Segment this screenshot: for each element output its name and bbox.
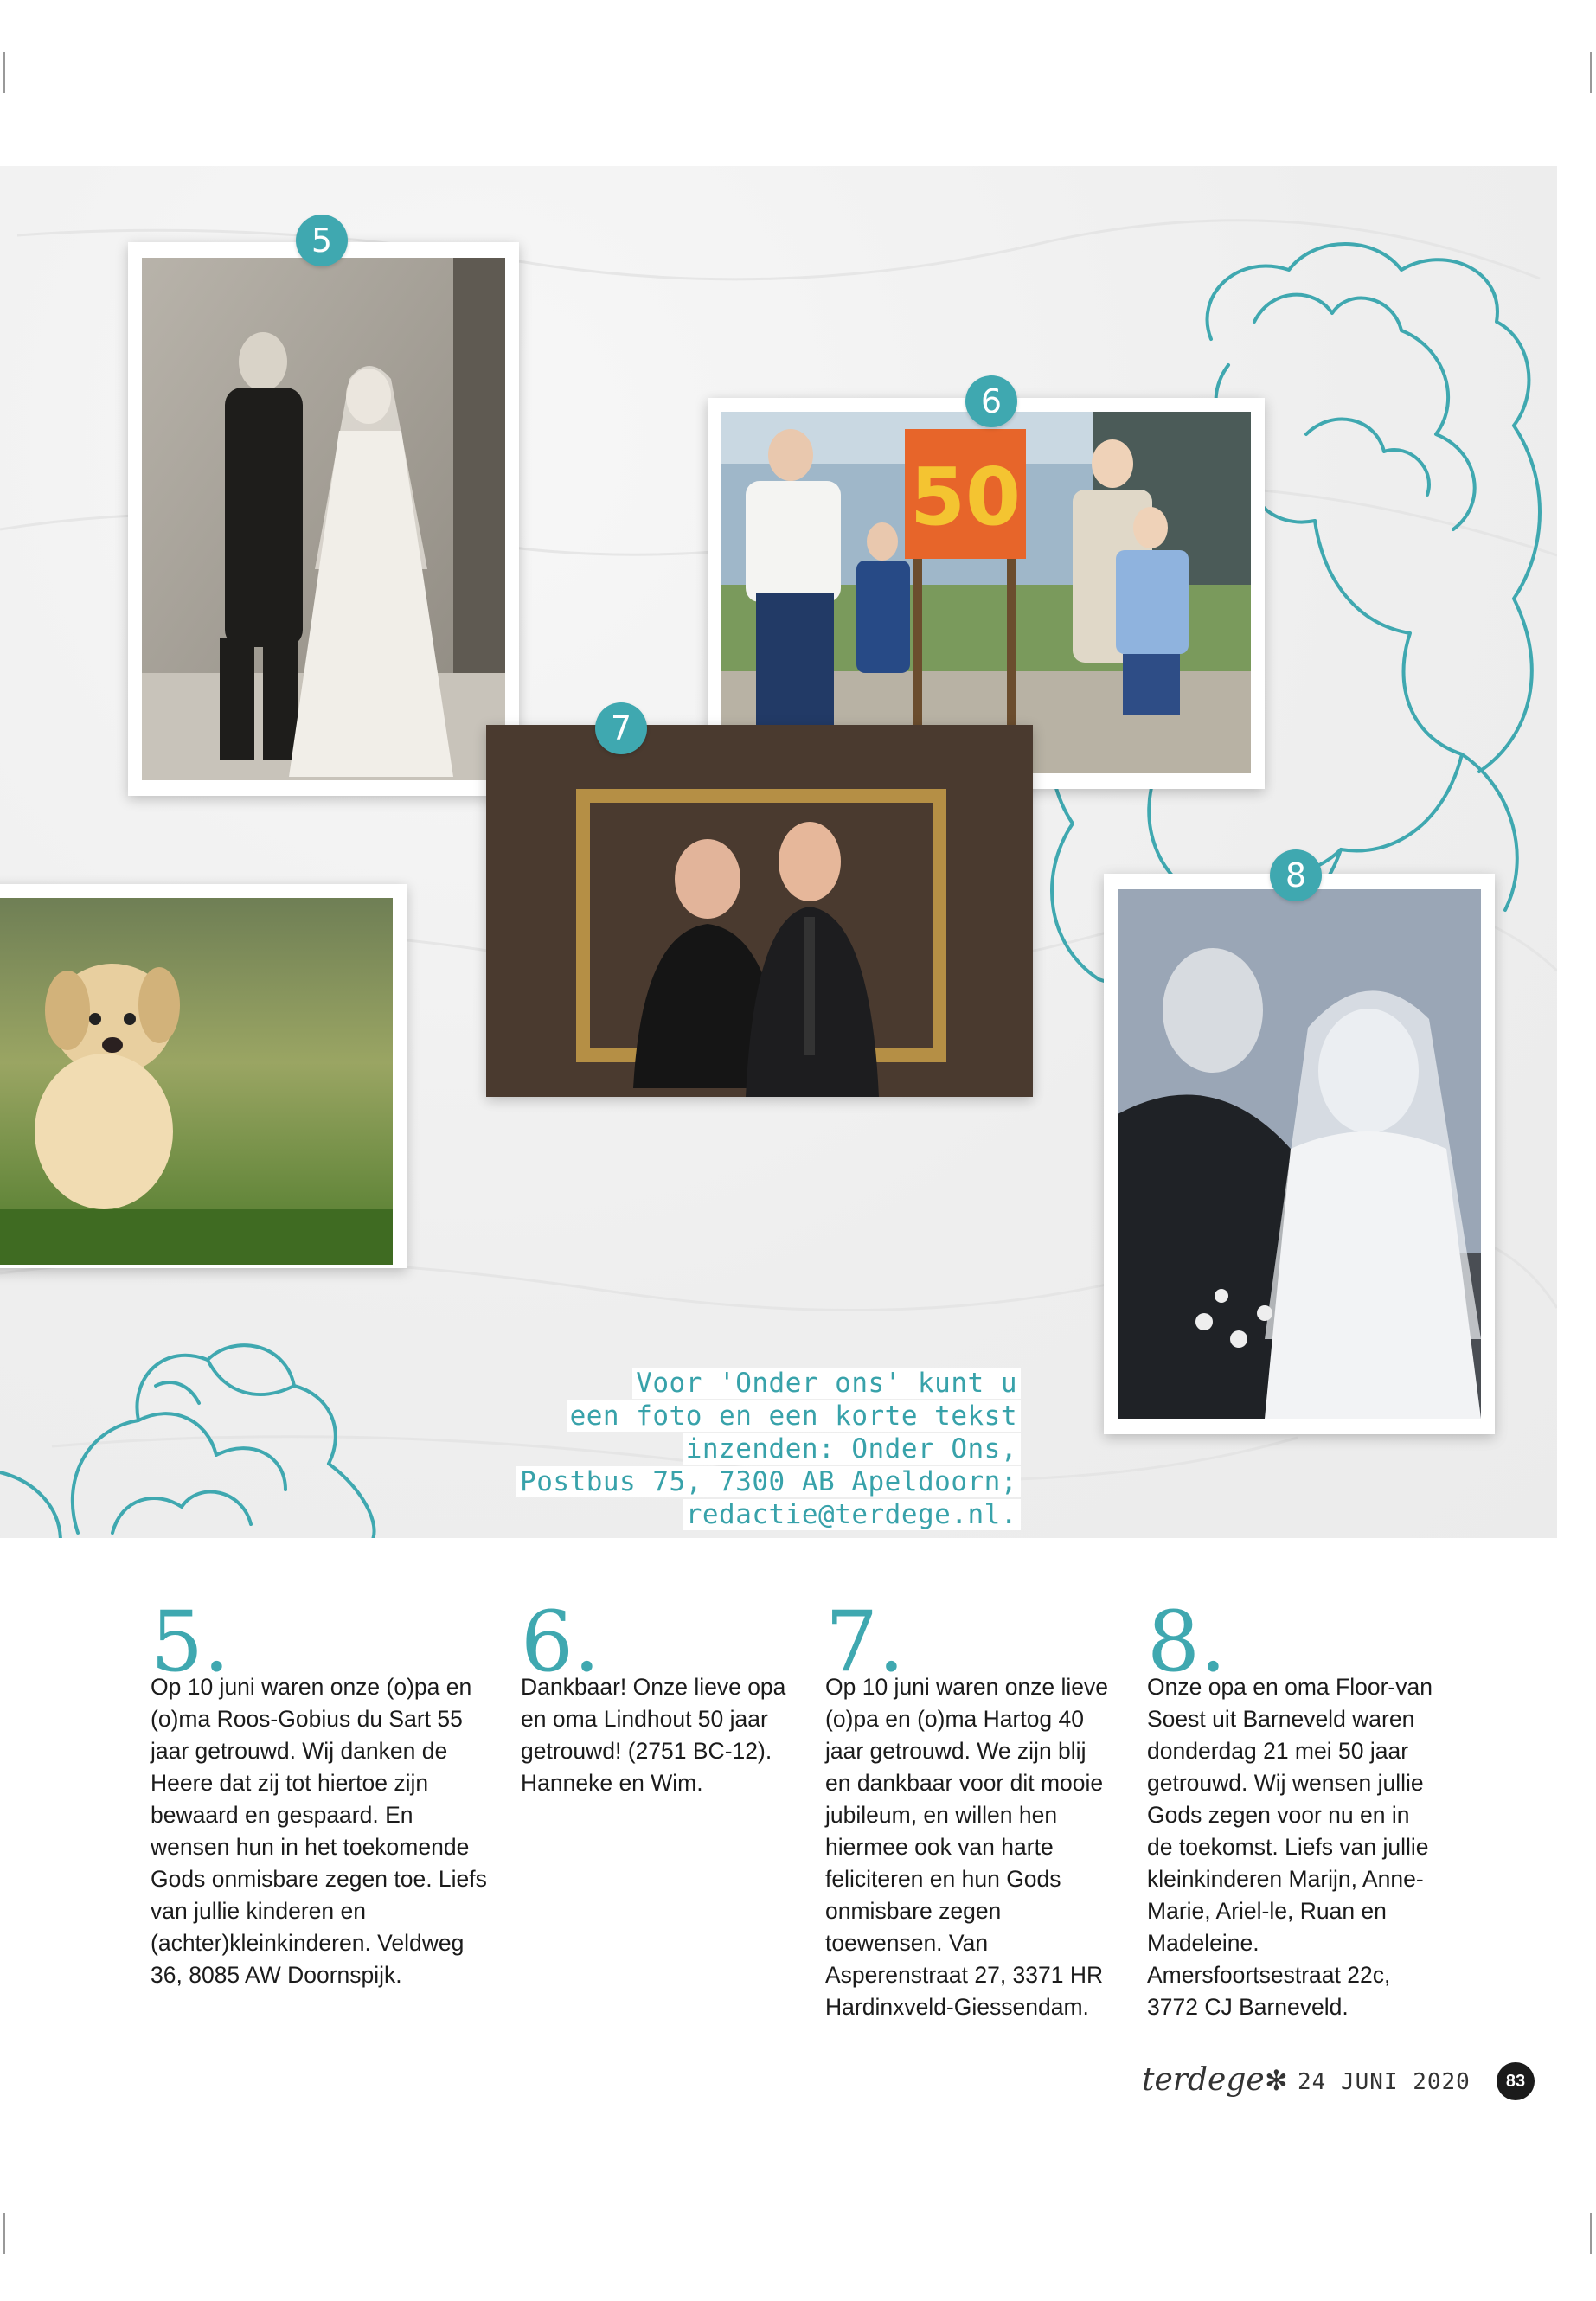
note-line: een foto en een korte tekst: [484, 1400, 1021, 1433]
column-5-text: Op 10 juni waren onze (o)pa en (o)ma Roos-Gobius du Sart 55 jaar getrouwd. Wij danken de Heere dat zij tot hiertoe zijn bewaard en gespaard. En wensen hun in het toekomende Gods onmisbare zegen toe. Liefs van jullie kinderen en (achter)kleinkinderen. Veldweg 36, 8085 AW Doornspijk.: [151, 1674, 487, 1988]
column-8: [1147, 1593, 1433, 2023]
note-line: Voor 'Onder ons' kunt u: [484, 1367, 1021, 1400]
crop-mark-bottom-left: [3, 2213, 5, 2254]
jubilee-sign-number: 50: [909, 451, 1022, 543]
note-line: Postbus 75, 7300 AB Apeldoorn;: [484, 1465, 1021, 1498]
column-5: [151, 1593, 490, 1991]
photo-5-frame: [128, 242, 519, 796]
crop-mark-top-right: [1590, 52, 1592, 93]
crop-mark-bottom-right: [1590, 2213, 1592, 2254]
column-7-number: 7.: [825, 1593, 905, 1690]
photo-6-image: [721, 412, 1251, 773]
photo-7-badge: 7: [595, 702, 647, 754]
photo-8-badge: 8: [1270, 849, 1322, 901]
column-6: [521, 1593, 806, 1799]
submission-note: [484, 1367, 1021, 1531]
page-number: 83: [1497, 2062, 1535, 2100]
flower-line-art-left: [0, 1325, 450, 1538]
photo-7-frame: [486, 725, 1033, 1097]
photo-7-image: [486, 725, 1033, 1097]
column-7: [825, 1593, 1111, 2023]
page-footer: [1142, 2062, 1540, 2106]
photo-5-badge: 5: [296, 215, 348, 266]
column-8-number: 8.: [1147, 1593, 1227, 1690]
photo-6-badge: 6: [965, 375, 1017, 427]
column-6-number: 6.: [521, 1593, 600, 1690]
photo-8-image: [1118, 889, 1481, 1419]
puppy-photo-image: [0, 898, 393, 1265]
photo-5-image: [142, 258, 505, 780]
separator-icon: ✻: [1265, 2065, 1288, 2096]
brand-logo: terdege: [1142, 2062, 1265, 2098]
issue-date: 24 JUNI 2020: [1298, 2069, 1471, 2095]
puppy-photo-frame: [0, 884, 407, 1268]
note-line: redactie@terdege.nl.: [484, 1498, 1021, 1531]
column-5-number: 5.: [151, 1593, 230, 1690]
column-7-text: Op 10 juni waren onze lieve (o)pa en (o)ma Hartog 40 jaar getrouwd. We zijn blij en dankbaar voor dit mooie jubileum, en willen hen hiermee ook van harte feliciteren en hun Gods onmisbare zegen toewensen. Van Asperenstraat 27, 3371 HR Hardinxveld-Giessendam.: [825, 1674, 1109, 2020]
column-6-text: Dankbaar! Onze lieve opa en oma Lindhout 50 jaar getrouwd! (2751 BC-12). Hanneke en Wim.: [521, 1674, 786, 1796]
photo-8-frame: [1104, 874, 1495, 1434]
column-8-text: Onze opa en oma Floor-van Soest uit Barneveld waren donderdag 21 mei 50 jaar getrouwd. Wij wensen jullie Gods zegen voor nu en in de toekomst. Liefs van jullie kleinkinderen Marijn, Anne-Marie, Ariel-le, Ruan en Madeleine. Amersfoortsestraat 22c, 3772 CJ Barneveld.: [1147, 1674, 1433, 2020]
crop-mark-top-left: [3, 52, 5, 93]
note-line: inzenden: Onder Ons,: [484, 1433, 1021, 1465]
photo-collage: [0, 166, 1557, 1538]
